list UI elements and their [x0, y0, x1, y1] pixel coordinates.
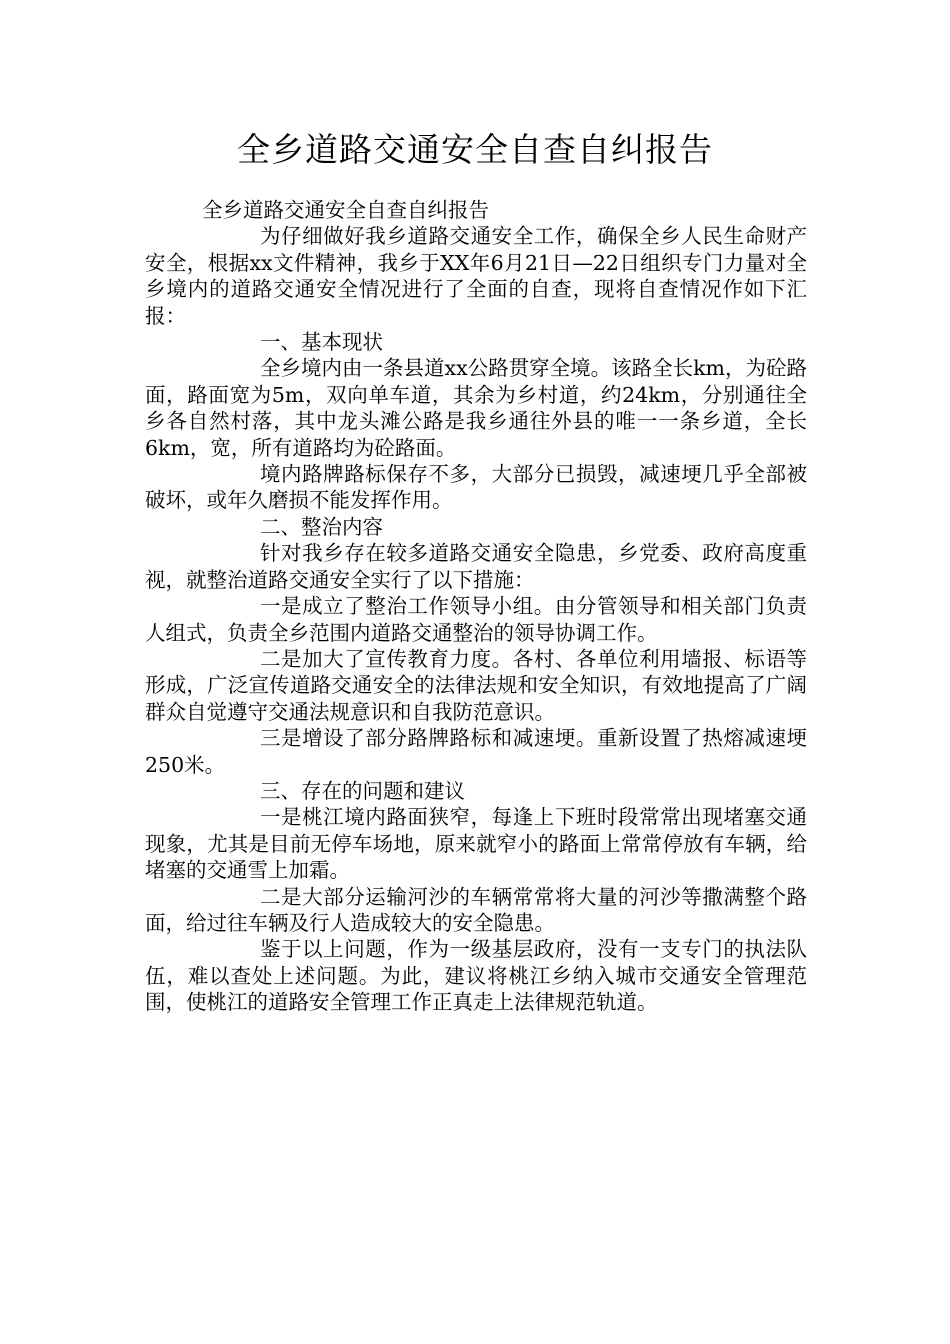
paragraph-problem-one: 一是桃江境内路面狭窄，每逢上下班时段常常出现堵塞交通现象，尤其是目前无停车场地，原来就窄小的路面上常常停放有车辆，给堵塞的交通雪上加霜。: [145, 805, 807, 883]
paragraph-measure-two: 二是加大了宣传教育力度。各村、各单位利用墙报、标语等形成，广泛宣传道路交通安全的法律法规和安全知识，有效地提高了广阔群众自觉遵守交通法规意识和自我防范意识。: [145, 646, 807, 724]
section-heading-basic-status: 一、基本现状: [260, 330, 383, 355]
paragraph-road-signs: 境内路牌路标保存不多，大部分已损毁，减速埂几乎全部被破坏，或年久磨损不能发挥作用。: [145, 462, 807, 513]
paragraph-measure-one: 一是成立了整治工作领导小组。由分管领导和相关部门负责人组式，负责全乡范围内道路交通整治的领导协调工作。: [145, 594, 807, 645]
paragraph-measures-intro: 针对我乡存在较多道路交通安全隐患，乡党委、政府高度重视，就整治道路交通安全实行了以下措施：: [145, 541, 807, 592]
paragraph-road-overview: 全乡境内由一条县道xx公路贯穿全境。该路全长km，为砼路面，路面宽为5m，双向单车道，其余为乡村道，约24km，分别通往全乡各自然村落，其中龙头滩公路是我乡通往外县的唯一一条乡道，全长6km，宽，所有道路均为砼路面。: [145, 356, 807, 460]
section-heading-rectification: 二、整治内容: [260, 514, 383, 539]
document-title: 全乡道路交通安全自查自纠报告: [237, 130, 713, 169]
section-heading-problems: 三、存在的问题和建议: [260, 778, 465, 803]
paragraph-intro: 为仔细做好我乡道路交通安全工作，确保全乡人民生命财产安全，根据xx文件精神，我乡于XX年6月21日—22日组织专门力量对全乡境内的道路交通安全情况进行了全面的自查，现将自查情况作如下汇报：: [145, 224, 807, 328]
paragraph-problem-two: 二是大部分运输河沙的车辆常常将大量的河沙等撒满整个路面，给过往车辆及行人造成较大的安全隐患。: [145, 884, 807, 935]
paragraph-suggestion: 鉴于以上问题，作为一级基层政府，没有一支专门的执法队伍，难以查处上述问题。为此，建议将桃江乡纳入城市交通安全管理范围，使桃江的道路安全管理工作正真走上法律规范轨道。: [145, 937, 807, 1015]
document-body: [145, 197, 807, 1016]
paragraph-measure-three: 三是增设了部分路牌路标和减速埂。重新设置了热熔减速埂250米。: [145, 726, 807, 777]
document-subtitle: 全乡道路交通安全自查自纠报告: [202, 198, 489, 222]
